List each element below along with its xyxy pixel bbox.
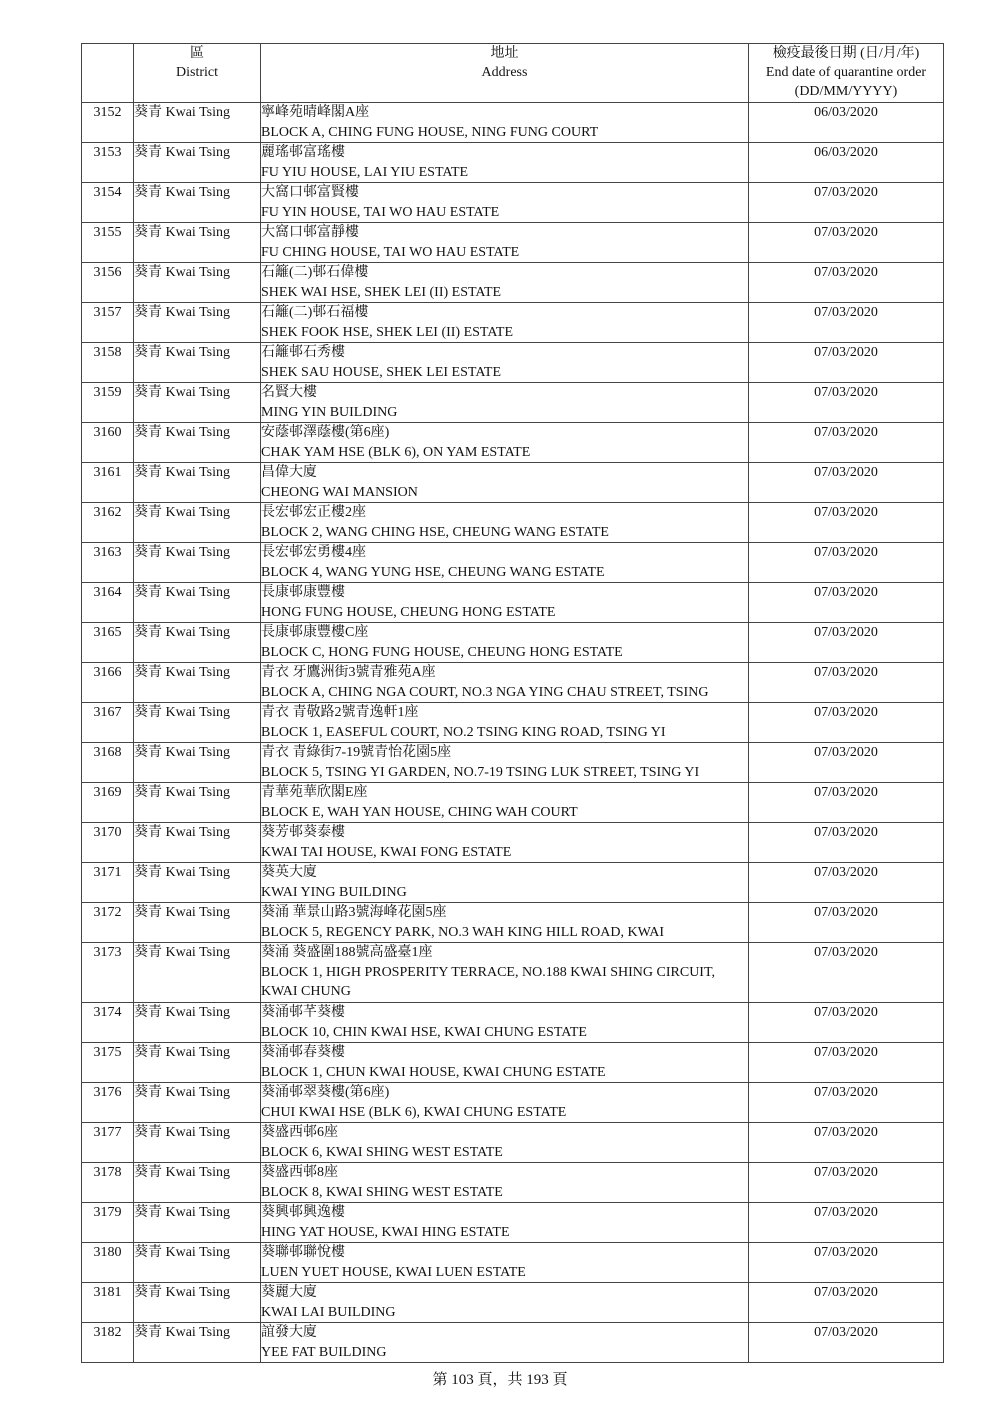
row-address-zh: 葵麗大廈 <box>261 1285 317 1300</box>
row-address-en: CHUI KWAI HSE (BLK 6), KWAI CHUNG ESTATE <box>261 1104 567 1120</box>
header-row <box>82 44 944 103</box>
table-row <box>82 343 944 383</box>
row-address-zh: 安蔭邨澤蔭樓(第6座) <box>261 425 390 440</box>
row-end-date: 07/03/2020 <box>749 223 944 263</box>
row-address <box>261 863 749 903</box>
header-address-zh: 地址 <box>490 46 519 61</box>
row-address-zh: 葵涌 葵盛圍188號高盛臺1座 <box>261 945 433 960</box>
row-address <box>261 143 749 183</box>
table-row <box>82 1123 944 1163</box>
row-district: 葵青 Kwai Tsing <box>134 543 261 583</box>
row-address-en: BLOCK E, WAH YAN HOUSE, CHING WAH COURT <box>261 804 578 820</box>
row-number: 3180 <box>82 1243 134 1283</box>
table-row <box>82 383 944 423</box>
row-district: 葵青 Kwai Tsing <box>134 823 261 863</box>
row-district: 葵青 Kwai Tsing <box>134 1163 261 1203</box>
header-end-date <box>749 44 944 103</box>
row-address-en: SHEK FOOK HSE, SHEK LEI (II) ESTATE <box>261 324 514 340</box>
row-address-en: BLOCK 1, EASEFUL COURT, NO.2 TSING KING ROAD, TSING YI <box>261 724 666 740</box>
row-end-date: 07/03/2020 <box>749 303 944 343</box>
row-number: 3153 <box>82 143 134 183</box>
row-address-zh: 青衣 青敬路2號青逸軒1座 <box>261 705 419 720</box>
row-end-date: 07/03/2020 <box>749 183 944 223</box>
table-row <box>82 423 944 463</box>
row-address-en: BLOCK 5, TSING YI GARDEN, NO.7-19 TSING LUK STREET, TSING YI <box>261 764 700 780</box>
row-address <box>261 183 749 223</box>
row-address-en: HONG FUNG HOUSE, CHEUNG HONG ESTATE <box>261 604 556 620</box>
row-district: 葵青 Kwai Tsing <box>134 503 261 543</box>
row-end-date: 07/03/2020 <box>749 703 944 743</box>
row-district: 葵青 Kwai Tsing <box>134 623 261 663</box>
row-address-en: CHEONG WAI MANSION <box>261 484 418 500</box>
header-district-en: District <box>176 65 218 80</box>
row-address-en: BLOCK A, CHING FUNG HOUSE, NING FUNG COURT <box>261 124 599 140</box>
row-address-zh: 石籬(二)邨石偉樓 <box>261 265 369 280</box>
row-address-en: BLOCK 10, CHIN KWAI HSE, KWAI CHUNG ESTATE <box>261 1024 587 1040</box>
row-number: 3155 <box>82 223 134 263</box>
table-row <box>82 1203 944 1243</box>
row-number: 3173 <box>82 943 134 1003</box>
row-address-en: HING YAT HOUSE, KWAI HING ESTATE <box>261 1224 510 1240</box>
table-row <box>82 103 944 143</box>
row-district: 葵青 Kwai Tsing <box>134 1203 261 1243</box>
row-number: 3163 <box>82 543 134 583</box>
row-address-en: FU CHING HOUSE, TAI WO HAU ESTATE <box>261 244 520 260</box>
row-number: 3175 <box>82 1043 134 1083</box>
row-end-date: 07/03/2020 <box>749 1323 944 1363</box>
table-row <box>82 823 944 863</box>
row-address-en: BLOCK 4, WANG YUNG HSE, CHEUNG WANG ESTATE <box>261 564 605 580</box>
row-number: 3156 <box>82 263 134 303</box>
row-address-zh: 誼發大廈 <box>261 1325 317 1340</box>
row-end-date: 07/03/2020 <box>749 863 944 903</box>
row-number: 3160 <box>82 423 134 463</box>
row-number: 3174 <box>82 1003 134 1043</box>
row-number: 3179 <box>82 1203 134 1243</box>
row-address <box>261 503 749 543</box>
row-district: 葵青 Kwai Tsing <box>134 1283 261 1323</box>
table-row <box>82 903 944 943</box>
row-address-zh: 長康邨康豐樓C座 <box>261 625 369 640</box>
row-number: 3158 <box>82 343 134 383</box>
row-end-date: 07/03/2020 <box>749 1163 944 1203</box>
table-row <box>82 623 944 663</box>
row-address-en: LUEN YUET HOUSE, KWAI LUEN ESTATE <box>261 1264 526 1280</box>
row-number: 3177 <box>82 1123 134 1163</box>
row-end-date: 07/03/2020 <box>749 903 944 943</box>
table-row <box>82 223 944 263</box>
table-row <box>82 1283 944 1323</box>
quarantine-address-table <box>81 43 944 1363</box>
row-address <box>261 663 749 703</box>
row-number: 3152 <box>82 103 134 143</box>
row-number: 3162 <box>82 503 134 543</box>
row-address-zh: 青衣 牙鷹洲街3號青雅苑A座 <box>261 665 436 680</box>
row-address <box>261 743 749 783</box>
row-district: 葵青 Kwai Tsing <box>134 223 261 263</box>
row-address <box>261 423 749 463</box>
row-district: 葵青 Kwai Tsing <box>134 183 261 223</box>
header-district <box>134 44 261 103</box>
table-row <box>82 263 944 303</box>
table-row <box>82 503 944 543</box>
row-district: 葵青 Kwai Tsing <box>134 903 261 943</box>
header-number <box>82 44 134 103</box>
row-district: 葵青 Kwai Tsing <box>134 863 261 903</box>
row-end-date: 06/03/2020 <box>749 103 944 143</box>
row-address <box>261 223 749 263</box>
row-number: 3171 <box>82 863 134 903</box>
row-district: 葵青 Kwai Tsing <box>134 103 261 143</box>
row-address-zh: 昌偉大廈 <box>261 465 317 480</box>
row-address-en: SHEK WAI HSE, SHEK LEI (II) ESTATE <box>261 284 502 300</box>
row-address-en: BLOCK A, CHING NGA COURT, NO.3 NGA YING CHAU STREET, TSING <box>261 684 709 700</box>
row-end-date: 07/03/2020 <box>749 663 944 703</box>
row-number: 3176 <box>82 1083 134 1123</box>
table-row <box>82 1043 944 1083</box>
row-address-zh: 大窩口邨富靜樓 <box>261 225 359 240</box>
row-address <box>261 1003 749 1043</box>
row-district: 葵青 Kwai Tsing <box>134 743 261 783</box>
row-number: 3157 <box>82 303 134 343</box>
row-address-zh: 葵涌邨春葵樓 <box>261 1045 345 1060</box>
row-district: 葵青 Kwai Tsing <box>134 1123 261 1163</box>
header-date-en-1: End date of quarantine order <box>765 65 927 80</box>
row-address <box>261 1323 749 1363</box>
row-number: 3165 <box>82 623 134 663</box>
row-number: 3159 <box>82 383 134 423</box>
row-number: 3154 <box>82 183 134 223</box>
row-number: 3182 <box>82 1323 134 1363</box>
row-end-date: 07/03/2020 <box>749 423 944 463</box>
row-end-date: 07/03/2020 <box>749 383 944 423</box>
row-address <box>261 1203 749 1243</box>
row-district: 葵青 Kwai Tsing <box>134 263 261 303</box>
row-district: 葵青 Kwai Tsing <box>134 1003 261 1043</box>
row-address-en: BLOCK 1, HIGH PROSPERITY TERRACE, NO.188 KWAI SHING CIRCUIT, KWAI CHUNG <box>261 964 715 999</box>
row-end-date: 07/03/2020 <box>749 1043 944 1083</box>
row-address <box>261 303 749 343</box>
row-address-zh: 葵涌邨芊葵樓 <box>261 1005 345 1020</box>
row-end-date: 07/03/2020 <box>749 543 944 583</box>
row-address-zh: 葵英大廈 <box>261 865 317 880</box>
row-address <box>261 463 749 503</box>
row-number: 3172 <box>82 903 134 943</box>
row-address-zh: 名賢大樓 <box>261 385 317 400</box>
row-district: 葵青 Kwai Tsing <box>134 423 261 463</box>
row-end-date: 07/03/2020 <box>749 823 944 863</box>
row-address-en: FU YIN HOUSE, TAI WO HAU ESTATE <box>261 204 500 220</box>
row-address-zh: 青華苑華欣閣E座 <box>261 785 368 800</box>
row-end-date: 07/03/2020 <box>749 343 944 383</box>
row-end-date: 07/03/2020 <box>749 1283 944 1323</box>
row-address-en: BLOCK 5, REGENCY PARK, NO.3 WAH KING HILL ROAD, KWAI <box>261 924 665 940</box>
row-district: 葵青 Kwai Tsing <box>134 1083 261 1123</box>
row-number: 3169 <box>82 783 134 823</box>
table-row <box>82 1243 944 1283</box>
table-row <box>82 1083 944 1123</box>
row-address-zh: 青衣 青綠街7-19號青怡花園5座 <box>261 745 452 760</box>
row-address-zh: 葵興邨興逸樓 <box>261 1205 345 1220</box>
row-address <box>261 1243 749 1283</box>
row-end-date: 07/03/2020 <box>749 783 944 823</box>
row-address <box>261 1043 749 1083</box>
table-row <box>82 663 944 703</box>
row-district: 葵青 Kwai Tsing <box>134 703 261 743</box>
row-number: 3168 <box>82 743 134 783</box>
row-address-en: YEE FAT BUILDING <box>261 1344 387 1360</box>
table-row <box>82 1003 944 1043</box>
row-district: 葵青 Kwai Tsing <box>134 143 261 183</box>
row-address-en: CHAK YAM HSE (BLK 6), ON YAM ESTATE <box>261 444 531 460</box>
row-district: 葵青 Kwai Tsing <box>134 463 261 503</box>
row-address-en: SHEK SAU HOUSE, SHEK LEI ESTATE <box>261 364 501 380</box>
row-address <box>261 383 749 423</box>
row-district: 葵青 Kwai Tsing <box>134 303 261 343</box>
row-address-en: BLOCK C, HONG FUNG HOUSE, CHEUNG HONG ESTATE <box>261 644 623 660</box>
row-end-date: 07/03/2020 <box>749 623 944 663</box>
row-address-en: KWAI YING BUILDING <box>261 884 407 900</box>
row-address-en: BLOCK 2, WANG CHING HSE, CHEUNG WANG ESTATE <box>261 524 609 540</box>
row-address <box>261 703 749 743</box>
row-address <box>261 783 749 823</box>
header-address-en: Address <box>481 65 528 80</box>
row-end-date: 07/03/2020 <box>749 1123 944 1163</box>
row-number: 3181 <box>82 1283 134 1323</box>
row-address-en: BLOCK 8, KWAI SHING WEST ESTATE <box>261 1184 503 1200</box>
row-district: 葵青 Kwai Tsing <box>134 783 261 823</box>
row-address-zh: 長宏邨宏正樓2座 <box>261 505 366 520</box>
row-end-date: 07/03/2020 <box>749 263 944 303</box>
row-end-date: 07/03/2020 <box>749 1003 944 1043</box>
row-address-zh: 葵涌邨翠葵樓(第6座) <box>261 1085 390 1100</box>
row-address <box>261 903 749 943</box>
table-body <box>82 103 944 1363</box>
row-address-zh: 葵芳邨葵泰樓 <box>261 825 345 840</box>
table-row <box>82 783 944 823</box>
row-address-en: FU YIU HOUSE, LAI YIU ESTATE <box>261 164 469 180</box>
header-address <box>261 44 749 103</box>
row-address-zh: 長康邨康豐樓 <box>261 585 345 600</box>
row-district: 葵青 Kwai Tsing <box>134 583 261 623</box>
row-address-zh: 大窩口邨富賢樓 <box>261 185 359 200</box>
row-address-zh: 長宏邨宏勇樓4座 <box>261 545 366 560</box>
table-row <box>82 543 944 583</box>
row-district: 葵青 Kwai Tsing <box>134 343 261 383</box>
row-end-date: 07/03/2020 <box>749 743 944 783</box>
row-number: 3178 <box>82 1163 134 1203</box>
row-address-zh: 寧峰苑晴峰閣A座 <box>261 105 370 120</box>
row-end-date: 07/03/2020 <box>749 1203 944 1243</box>
row-address-en: BLOCK 6, KWAI SHING WEST ESTATE <box>261 1144 503 1160</box>
row-district: 葵青 Kwai Tsing <box>134 1323 261 1363</box>
row-address <box>261 1283 749 1323</box>
header-district-zh: 區 <box>190 46 204 61</box>
row-district: 葵青 Kwai Tsing <box>134 1243 261 1283</box>
row-number: 3161 <box>82 463 134 503</box>
row-address <box>261 943 749 1003</box>
row-address-zh: 葵盛西邨8座 <box>261 1165 338 1180</box>
table-row <box>82 1163 944 1203</box>
row-end-date: 07/03/2020 <box>749 583 944 623</box>
row-address <box>261 1123 749 1163</box>
row-end-date: 07/03/2020 <box>749 503 944 543</box>
row-address-zh: 葵盛西邨6座 <box>261 1125 338 1140</box>
row-number: 3167 <box>82 703 134 743</box>
row-address <box>261 623 749 663</box>
table-row <box>82 863 944 903</box>
row-address <box>261 263 749 303</box>
row-district: 葵青 Kwai Tsing <box>134 663 261 703</box>
row-district: 葵青 Kwai Tsing <box>134 383 261 423</box>
row-address-zh: 葵涌 華景山路3號海峰花園5座 <box>261 905 447 920</box>
table-row <box>82 303 944 343</box>
table-row <box>82 143 944 183</box>
row-end-date: 07/03/2020 <box>749 1243 944 1283</box>
row-address-zh: 石籬(二)邨石福樓 <box>261 305 369 320</box>
header-date-zh: 檢疫最後日期 (日/月/年) <box>772 46 920 61</box>
row-address-en: KWAI LAI BUILDING <box>261 1304 396 1320</box>
row-number: 3164 <box>82 583 134 623</box>
row-address-zh: 麗瑤邨富瑤樓 <box>261 145 345 160</box>
table-row <box>82 583 944 623</box>
page-number: 第 103 頁，共 193 頁 <box>432 1372 568 1388</box>
row-address <box>261 1083 749 1123</box>
table-row <box>82 943 944 1003</box>
table-row <box>82 1323 944 1363</box>
table-row <box>82 183 944 223</box>
table-row <box>82 703 944 743</box>
table-row <box>82 743 944 783</box>
row-address <box>261 343 749 383</box>
row-end-date: 07/03/2020 <box>749 943 944 1003</box>
row-address-zh: 石籬邨石秀樓 <box>261 345 345 360</box>
row-address-en: KWAI TAI HOUSE, KWAI FONG ESTATE <box>261 844 512 860</box>
row-number: 3166 <box>82 663 134 703</box>
row-address-en: BLOCK 1, CHUN KWAI HOUSE, KWAI CHUNG ESTATE <box>261 1064 606 1080</box>
row-address-en: MING YIN BUILDING <box>261 404 398 420</box>
row-address <box>261 583 749 623</box>
row-address <box>261 103 749 143</box>
row-address <box>261 543 749 583</box>
row-number: 3170 <box>82 823 134 863</box>
row-district: 葵青 Kwai Tsing <box>134 943 261 1003</box>
row-end-date: 06/03/2020 <box>749 143 944 183</box>
row-address <box>261 823 749 863</box>
row-end-date: 07/03/2020 <box>749 463 944 503</box>
row-end-date: 07/03/2020 <box>749 1083 944 1123</box>
row-address-zh: 葵聯邨聯悅樓 <box>261 1245 345 1260</box>
header-date-en-2: (DD/MM/YYYY) <box>794 84 898 99</box>
table-row <box>82 463 944 503</box>
row-address <box>261 1163 749 1203</box>
row-district: 葵青 Kwai Tsing <box>134 1043 261 1083</box>
table-header <box>82 44 944 103</box>
